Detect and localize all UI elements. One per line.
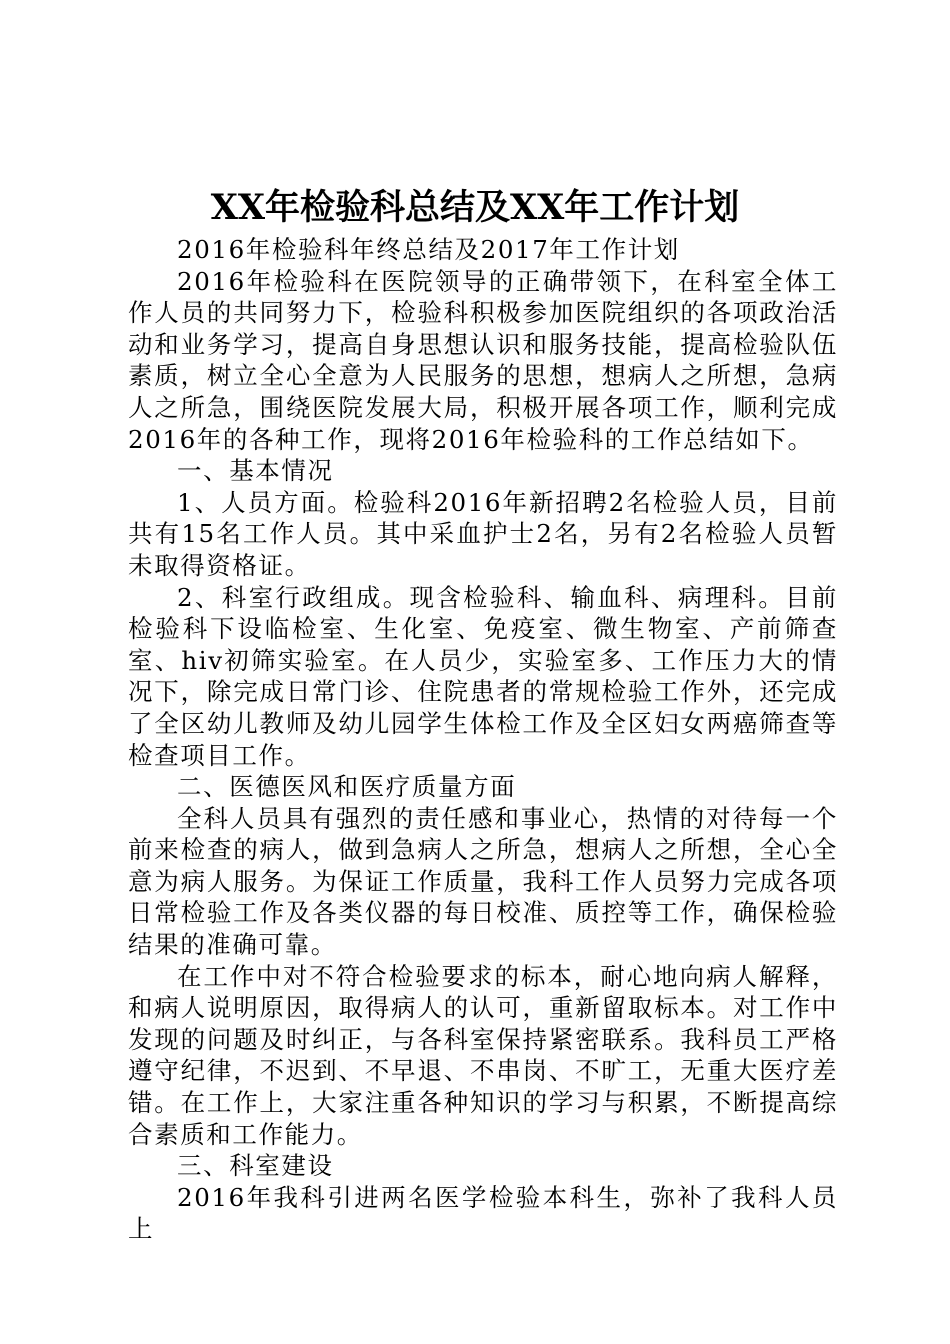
paragraph-personnel: 1、人员方面。检验科2016年新招聘2名检验人员，目前共有15名工作人员。其中采血护士2名，另有2名检验人员暂未取得资格证。	[128, 487, 838, 580]
paragraph-responsibility: 全科人员具有强烈的责任感和事业心，热情的对待每一个前来检查的病人，做到急病人之所急，想病人之所想，全心全意为病人服务。为保证工作质量，我科工作人员努力完成各项日常检验工作及各类仪器的每日校准、质控等工作，确保检验结果的准确可靠。	[128, 803, 838, 960]
paragraph-specimen-handling: 在工作中对不符合检验要求的标本，耐心地向病人解释，和病人说明原因，取得病人的认可，重新留取标本。对工作中发现的问题及时纠正，与各科室保持紧密联系。我科员工严格遵守纪律，不迟到、不早退、不串岗、不旷工，无重大医疗差错。在工作上，大家注重各种知识的学习与积累，不断提高综合素质和工作能力。	[128, 961, 838, 1149]
paragraph-staff-recruitment: 2016年我科引进两名医学检验本科生，弥补了我科人员上	[128, 1182, 838, 1244]
document-title: XX年检验科总结及XX年工作计划	[210, 187, 740, 228]
section-heading-department-building: 三、科室建设	[177, 1151, 334, 1181]
paragraph-subtitle: 2016年检验科年终总结及2017年工作计划	[177, 235, 680, 264]
paragraph-department-structure: 2、科室行政组成。现含检验科、输血科、病理科。目前检验科下设临检室、生化室、免疫室、微生物室、产前筛查室、hiv初筛实验室。在人员少，实验室多、工作压力大的情况下，除完成日常门诊、住院患者的常规检验工作外，还完成了全区幼儿教师及幼儿园学生体检工作及全区妇女两癌筛查等检查项目工作。	[128, 582, 838, 770]
document-body	[128, 234, 838, 1245]
paragraph-intro: 2016年检验科在医院领导的正确带领下，在科室全体工作人员的共同努力下，检验科积极参加医院组织的各项政治活动和业务学习，提高自身思想认识和服务技能，提高检验队伍素质，树立全心全意为人民服务的思想，想病人之所想，急病人之所急，围绕医院发展大局，积极开展各项工作，顺利完成2016年的各种工作，现将2016年检验科的工作总结如下。	[128, 266, 838, 454]
section-heading-medical-ethics: 二、医德医风和医疗质量方面	[177, 772, 517, 802]
section-heading-basic-situation: 一、基本情况	[177, 456, 334, 486]
